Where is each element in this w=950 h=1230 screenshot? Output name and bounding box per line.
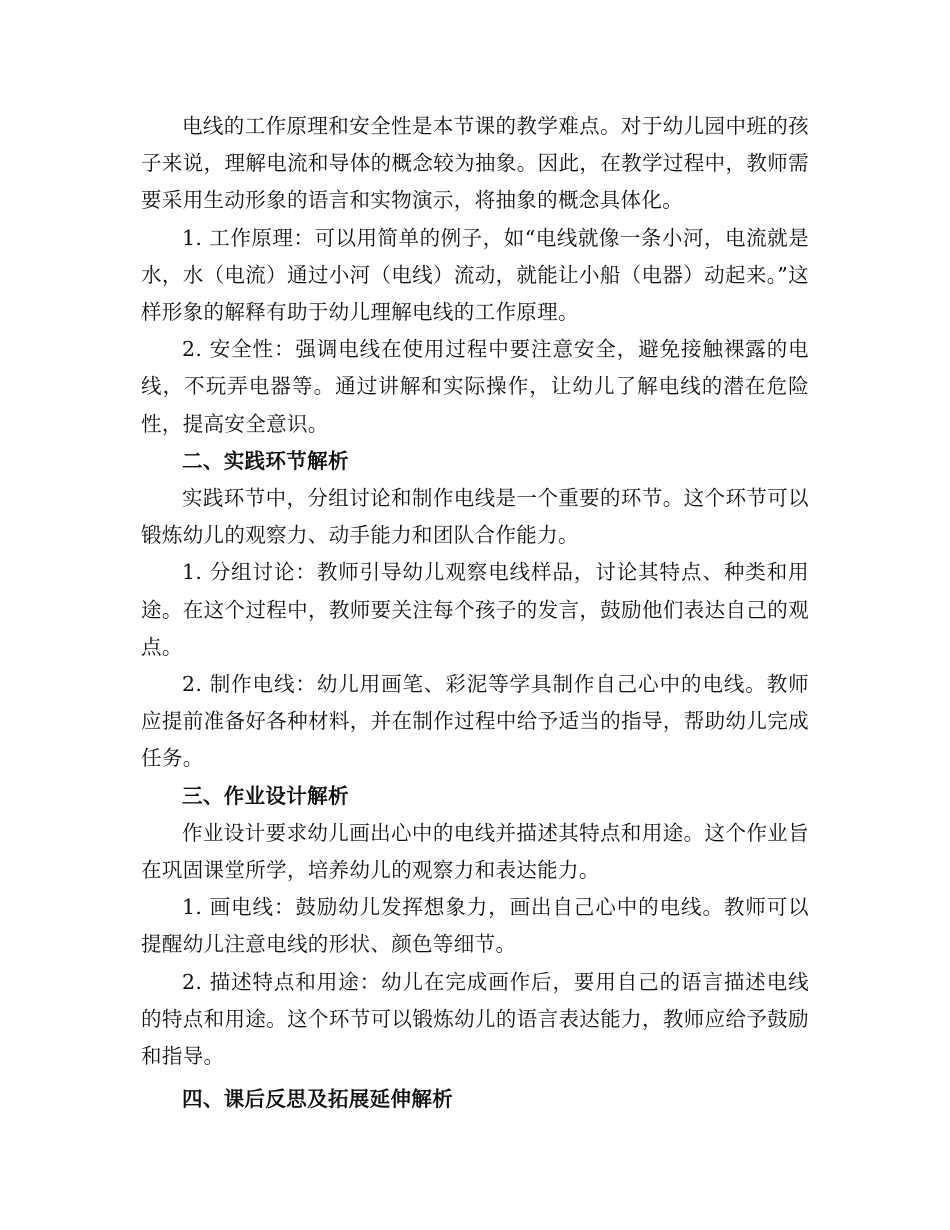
practice-section-heading: 二、实践环节解析 [182, 448, 349, 473]
intro-paragraph: 电线的工作原理和安全性是本节课的教学难点。对于幼儿园中班的孩子来说，理解电流和导体的概念较为抽象。因此，在教学过程中，教师需要采用生动形象的语言和实物演示，将抽象的概念具体化。 [141, 114, 809, 213]
draw-wire-paragraph: 1. 画电线：鼓励幼儿发挥想象力，画出自己心中的电线。教师可以提醒幼儿注意电线的形状、颜色等细节。 [141, 895, 809, 957]
make-wire-paragraph: 2. 制作电线：幼儿用画笔、彩泥等学具制作自己心中的电线。教师应提前准备好各种材料，并在制作过程中给予适当的指导，帮助幼儿完成任务。 [141, 672, 809, 771]
homework-intro-paragraph: 作业设计要求幼儿画出心中的电线并描述其特点和用途。这个作业旨在巩固课堂所学，培养幼儿的观察力和表达能力。 [141, 820, 809, 883]
safety-paragraph: 2. 安全性：强调电线在使用过程中要注意安全，避免接触裸露的电线，不玩弄电器等。通过讲解和实际操作，让幼儿了解电线的潜在危险性，提高安全意识。 [141, 337, 809, 436]
working-principle-paragraph: 1. 工作原理：可以用简单的例子，如“电线就像一条小河，电流就是水，水（电流）通过小河（电线）流动，就能让小船（电器）动起来。”这样形象的解释有助于幼儿理解电线的工作原理。 [141, 225, 809, 325]
homework-section-heading: 三、作业设计解析 [182, 783, 349, 808]
document-page [141, 108, 809, 1118]
describe-paragraph: 2. 描述特点和用途：幼儿在完成画作后，要用自己的语言描述电线的特点和用途。这个环节可以锻炼幼儿的语言表达能力，教师应给予鼓励和指导。 [141, 969, 809, 1069]
practice-intro-paragraph: 实践环节中，分组讨论和制作电线是一个重要的环节。这个环节可以锻炼幼儿的观察力、动手能力和团队合作能力。 [141, 486, 809, 548]
reflection-section-heading: 四、课后反思及拓展延伸解析 [182, 1087, 454, 1112]
group-discussion-paragraph: 1. 分组讨论：教师引导幼儿观察电线样品，讨论其特点、种类和用途。在这个过程中，教师要关注每个孩子的发言，鼓励他们表达自己的观点。 [141, 560, 809, 659]
